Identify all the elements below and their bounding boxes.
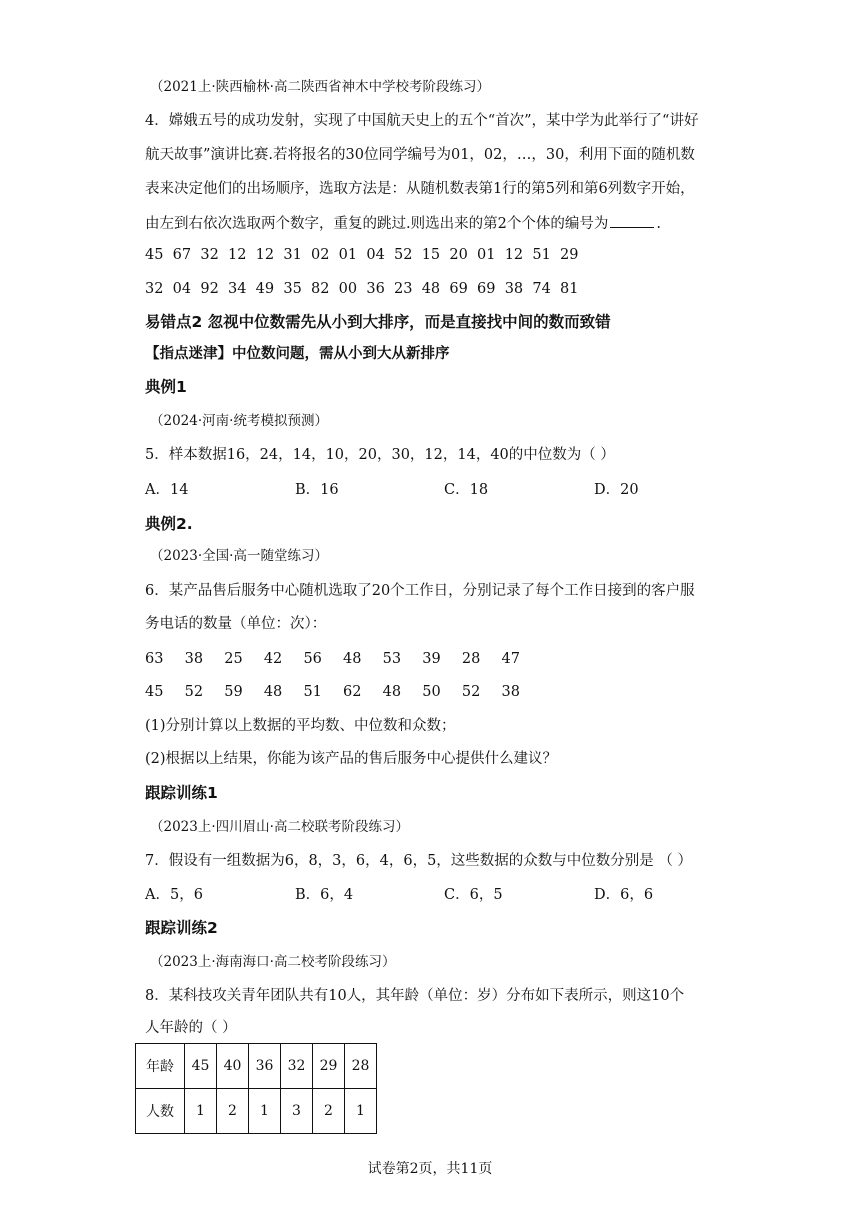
option-c: C．6，5 — [444, 887, 503, 903]
table-row — [136, 1044, 377, 1089]
example2-text-line1: 6．某产品售后服务中心随机选取了20个工作日，分别记录了每个工作日接到的客户服 — [145, 583, 695, 599]
data-cell: 52 — [184, 684, 204, 700]
training2-source: （2023上·海南海口·高二校考阶段练习） — [150, 954, 396, 970]
training2-text-line1: 8．某科技攻关青年团队共有10人，其年龄（单位：岁）分布如下表所示，则这10个 — [145, 988, 685, 1004]
age-table — [135, 1043, 377, 1134]
data-cell: 59 — [224, 684, 243, 700]
option-b: B．16 — [295, 482, 339, 498]
table-header-cell: 年龄 — [136, 1044, 185, 1089]
example1-heading: 典例1 — [145, 378, 187, 396]
table-cell: 32 — [281, 1044, 313, 1089]
example2-text-line2: 务电话的数量（单位：次）： — [145, 616, 327, 632]
page-footer: 试卷第2页，共11页 — [367, 1161, 493, 1177]
option-a: A．5，6 — [145, 887, 203, 903]
table-cell: 40 — [217, 1044, 249, 1089]
data-cell: 62 — [343, 684, 362, 700]
data-cell: 50 — [422, 684, 441, 700]
option-b: B．6，4 — [295, 887, 354, 903]
example1-question: 5．样本数据16，24，14，10，20，30，12，14，40的中位数为（ ） — [145, 447, 615, 463]
data-cell: 45 — [145, 684, 164, 700]
data-cell: 39 — [422, 651, 441, 667]
data-cell: 38 — [184, 651, 204, 667]
q4-source: （2021上·陕西榆林·高二陕西省神木中学校考阶段练习） — [150, 79, 490, 95]
table-cell: 1 — [185, 1089, 217, 1134]
table-cell: 2 — [217, 1089, 249, 1134]
data-cell: 63 — [145, 651, 164, 667]
table-cell: 29 — [313, 1044, 345, 1089]
training2-heading: 跟踪训练2 — [145, 919, 218, 937]
data-cell: 52 — [461, 684, 481, 700]
data-cell: 53 — [382, 651, 402, 667]
training1-question: 7．假设有一组数据为6，8，3，6，4，6，5，这些数据的众数与中位数分别是 （ ） — [145, 853, 693, 869]
q4-text-line4-before: 由左到右依次选取两个数字，重复的跳过.则选出来的第2个个体的编号为 — [145, 216, 609, 232]
data-cell: 48 — [343, 651, 362, 667]
option-c: C．18 — [444, 482, 489, 498]
option-a: A．14 — [145, 482, 189, 498]
data-cell: 42 — [263, 651, 283, 667]
q4-text-line3: 表来决定他们的出场顺序，选取方法是：从随机数表第1行的第5列和第6列数字开始， — [145, 181, 695, 197]
q4-text-line4-after: . — [656, 216, 661, 232]
table-cell: 2 — [313, 1089, 345, 1134]
table-cell: 3 — [281, 1089, 313, 1134]
data-cell: 51 — [303, 684, 322, 700]
data-cell: 47 — [501, 651, 520, 667]
example1-source: （2024·河南·统考模拟预测） — [150, 413, 328, 429]
training1-heading: 跟踪训练1 — [145, 784, 218, 802]
data-cell: 25 — [224, 651, 243, 667]
random-table-row1: 45 67 32 12 12 31 02 01 04 52 15 20 01 12 51 29 — [145, 247, 579, 263]
example2-part2: (2)根据以上结果，你能为该产品的售后服务中心提供什么建议？ — [145, 751, 558, 767]
option-d: D．6，6 — [594, 887, 654, 903]
data-cell: 38 — [501, 684, 520, 700]
data-cell: 28 — [461, 651, 481, 667]
table-header-cell: 人数 — [136, 1089, 185, 1134]
data-row2 — [145, 682, 536, 702]
example2-heading: 典例2. — [145, 515, 193, 533]
random-table-row2: 32 04 92 34 49 35 82 00 36 23 48 69 69 38 74 81 — [145, 281, 579, 297]
data-cell: 48 — [263, 684, 283, 700]
training1-source: （2023上·四川眉山·高二校联考阶段练习） — [150, 819, 409, 835]
example2-source: （2023·全国·高一随堂练习） — [150, 548, 328, 564]
tip: 【指点迷津】中位数问题，需从小到大从新排序 — [145, 346, 450, 362]
table-cell: 1 — [249, 1089, 281, 1134]
table-cell: 1 — [345, 1089, 377, 1134]
q4-text-line2: 航天故事”演讲比赛.若将报名的30位同学编号为01，02，…，30，利用下面的随机数 — [145, 147, 695, 163]
training2-text-line2: 人年龄的（ ） — [145, 1020, 237, 1036]
section-title: 易错点2 忽视中位数需先从小到大排序，而是直接找中间的数而致错 — [145, 313, 611, 331]
table-cell: 45 — [185, 1044, 217, 1089]
data-cell: 48 — [382, 684, 402, 700]
data-cell: 56 — [303, 651, 322, 667]
example2-part1: (1)分别计算以上数据的平均数、中位数和众数； — [145, 718, 456, 734]
data-row1 — [145, 649, 536, 669]
option-d: D．20 — [594, 482, 639, 498]
q4-text-line4 — [145, 213, 661, 234]
q4-text-line1: 4．嫦娥五号的成功发射，实现了中国航天史上的五个“首次”，某中学为此举行了“讲好 — [145, 113, 699, 129]
answer-blank[interactable] — [610, 213, 654, 228]
table-cell: 28 — [345, 1044, 377, 1089]
table-cell: 36 — [249, 1044, 281, 1089]
table-row — [136, 1089, 377, 1134]
